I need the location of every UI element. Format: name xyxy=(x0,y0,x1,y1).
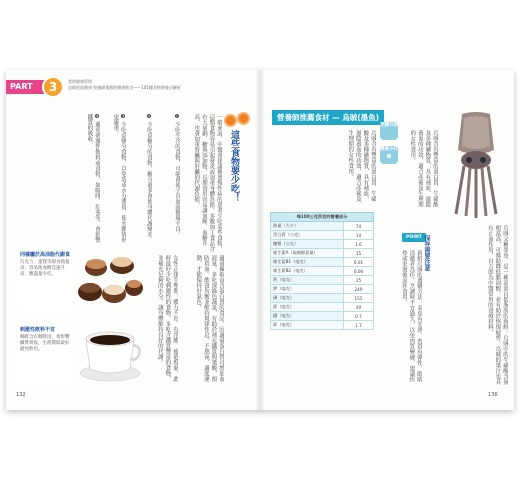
nutrient-name: 蛋白質（公克） xyxy=(271,231,344,240)
table-row xyxy=(271,231,374,240)
right-page xyxy=(262,70,514,410)
cooking-method-pill xyxy=(380,122,398,140)
nutrient-name: 鎂（毫克） xyxy=(271,303,344,312)
nutrient-name: 鋅（毫克） xyxy=(271,321,344,330)
list-item-4: ❹ 避免刺激性飲料或食物，如咖啡、紅茶等，會影響鐵質的吸收。 xyxy=(86,114,100,243)
cooking-method-pill-text: 烹調方法 xyxy=(380,123,398,128)
table-row xyxy=(271,240,374,249)
nutrient-value: 0.7 xyxy=(344,312,374,321)
nutrient-name: 熱量（大卡） xyxy=(271,222,344,231)
squid-image xyxy=(442,110,510,220)
tip-box-1 xyxy=(18,250,72,312)
table-row xyxy=(271,276,374,285)
table-row xyxy=(271,249,374,258)
table-row xyxy=(271,222,374,231)
table-row xyxy=(271,267,374,276)
part-number: 3 xyxy=(42,76,64,98)
nutrient-value: 74 xyxy=(344,222,374,231)
table-row xyxy=(271,294,374,303)
table-row xyxy=(271,303,374,312)
nutrient-value: 1.7 xyxy=(344,321,374,330)
nutrient-value: 1.6 xyxy=(344,240,374,249)
recommended-food-title-text: 營養師推薦食材 — 烏賊(墨魚) xyxy=(272,110,384,125)
nutrient-name: 維生素A（視網醇當量） xyxy=(271,249,344,258)
point-heading: 保存需要注意 xyxy=(423,235,430,271)
tip-title-2: 刺激性飲料不宜 xyxy=(20,327,56,333)
header-line-2: 這樣吃最健康 營養師推薦的健康飲食——101種食物營養全解析 xyxy=(68,85,181,90)
left-body-text: 一般來說，中醫會建議罹患慢性病的患者少吃某些食物，這類食物容易引起發炎或加重身體負擔。多數加工食品含有大量鈉、糖與添加物，長期食用容易讓血壓、血糖升高，也會加重腎臟與肝臟的代謝負擔。 xyxy=(193,114,222,252)
table-row xyxy=(271,258,374,267)
orange-dot xyxy=(224,114,237,127)
tip-text-1: 巧克力、蛋糕等甜食熱量高，容易使血糖急速升高，應盡量少吃。 xyxy=(20,260,70,277)
left-column-2: 女性正逢生理期，體力不好，有浮腫、疲倦現象，此時最好少吃刺激性的食物，多吃含鐵質豐富的食物，並補充足夠的水分，讓身體維持良好的代謝。 xyxy=(156,255,178,382)
tip-box-2 xyxy=(18,325,72,385)
right-body-text-top: 烏賊含有豐富的蛋白質、牛磺酸及多種礦物質，具有補血、滋陰養血的功效，適合產後及生理期的女性食用。 xyxy=(347,130,376,202)
left-column-3: 適量攝取富含蛋白質的食品，因適量蛋白質可增加血液量。多吃深綠色蔬菜，有助於補充鐵質與葉酸，預防貧血。飲食均衡並維持規律作息，不熬夜、適度運動，才能保持好氣色。 xyxy=(195,255,224,382)
chocolate-image xyxy=(76,250,144,312)
nutrient-value: 0.01 xyxy=(344,258,374,267)
recommended-food-title xyxy=(272,110,392,124)
nutrition-table-header: 每100公克所含的營養成分 xyxy=(271,213,374,222)
health-tip-pill-text: 健康小叮嚀 xyxy=(380,147,398,160)
header-line-1: 我的健康管理 xyxy=(68,79,92,84)
point-label: POINT xyxy=(402,233,426,242)
nutrient-name: 醣類（公克） xyxy=(271,240,344,249)
nutrient-value: 14 xyxy=(344,231,374,240)
nutrient-name: 鉀（毫克） xyxy=(271,285,344,294)
left-page-number: 132 xyxy=(16,392,26,398)
coffee-cup-image xyxy=(76,325,144,385)
nutrient-value: 15 xyxy=(344,276,374,285)
table-row xyxy=(271,321,374,330)
nutrition-table xyxy=(270,212,374,330)
nutrient-name: 維生素B2（毫克） xyxy=(271,267,344,276)
left-page xyxy=(6,70,258,410)
nutrient-value: 155 xyxy=(344,294,374,303)
right-intro-text: 烏賊含有豐富的蛋白質、牛磺酸及多種礦物質，具有補血、滋陰養血的功效，適合產後及生理期的女性食用。 xyxy=(409,130,438,207)
book-spread xyxy=(6,70,514,410)
tip-title-1: 同樣屬於高油脂代謝食 xyxy=(20,252,71,258)
list-item-2: ❷ 少吃高糖分的食物，糖分過多會使身體代謝變差。 xyxy=(146,114,152,243)
list-item-3: ❸ 少吃高鹽分食物，以免造成水分滯留、使水腫情形更嚴重。 xyxy=(112,114,126,243)
right-body-text: 烏賊又稱墨魚，是一種高蛋白低脂肪的海鮮。烏賊中的牛磺酸含量相當高，可幫助降低膽固醇，並有助於恢復疲勞。烏賊的墨汁也具有止血作用，自古即為中醫常用的食療材料。 xyxy=(486,225,508,385)
left-heading: 這些食物要少吃！ xyxy=(229,130,239,202)
nutrient-value: 49 xyxy=(344,303,374,312)
nutrient-name: 磷（毫克） xyxy=(271,294,344,303)
table-row xyxy=(271,312,374,321)
nutrient-name: 鈣（毫克） xyxy=(271,276,344,285)
orange-dot xyxy=(237,112,250,125)
right-page-number: 136 xyxy=(488,392,498,398)
list-item-1: ❶ 少吃生冷的食物，可能會使子宮血液循環不良。 xyxy=(174,114,180,238)
right-body-text-2: 新鮮烏賊的選購方法：表皮有光澤、肉質有彈性、眼睛清澈者為佳。烹調時不宜過久，以免肉質變硬，建議快炒或汆燙後涼拌食用。 xyxy=(400,250,422,382)
nutrient-name: 維生素B1（毫克） xyxy=(271,258,344,267)
nutrient-value: 15 xyxy=(344,249,374,258)
table-row xyxy=(271,285,374,294)
health-tip-pill xyxy=(380,146,398,164)
decorative-dots xyxy=(224,112,254,128)
tip-text-2: 咖啡含有咖啡因，會影響鐵質吸收，生理期間最好避免飲用。 xyxy=(20,335,70,352)
nutrient-value: 0.06 xyxy=(344,267,374,276)
nutrient-name: 鐵（毫克） xyxy=(271,312,344,321)
part-tab: PART xyxy=(6,80,48,94)
nutrient-value: 249 xyxy=(344,285,374,294)
